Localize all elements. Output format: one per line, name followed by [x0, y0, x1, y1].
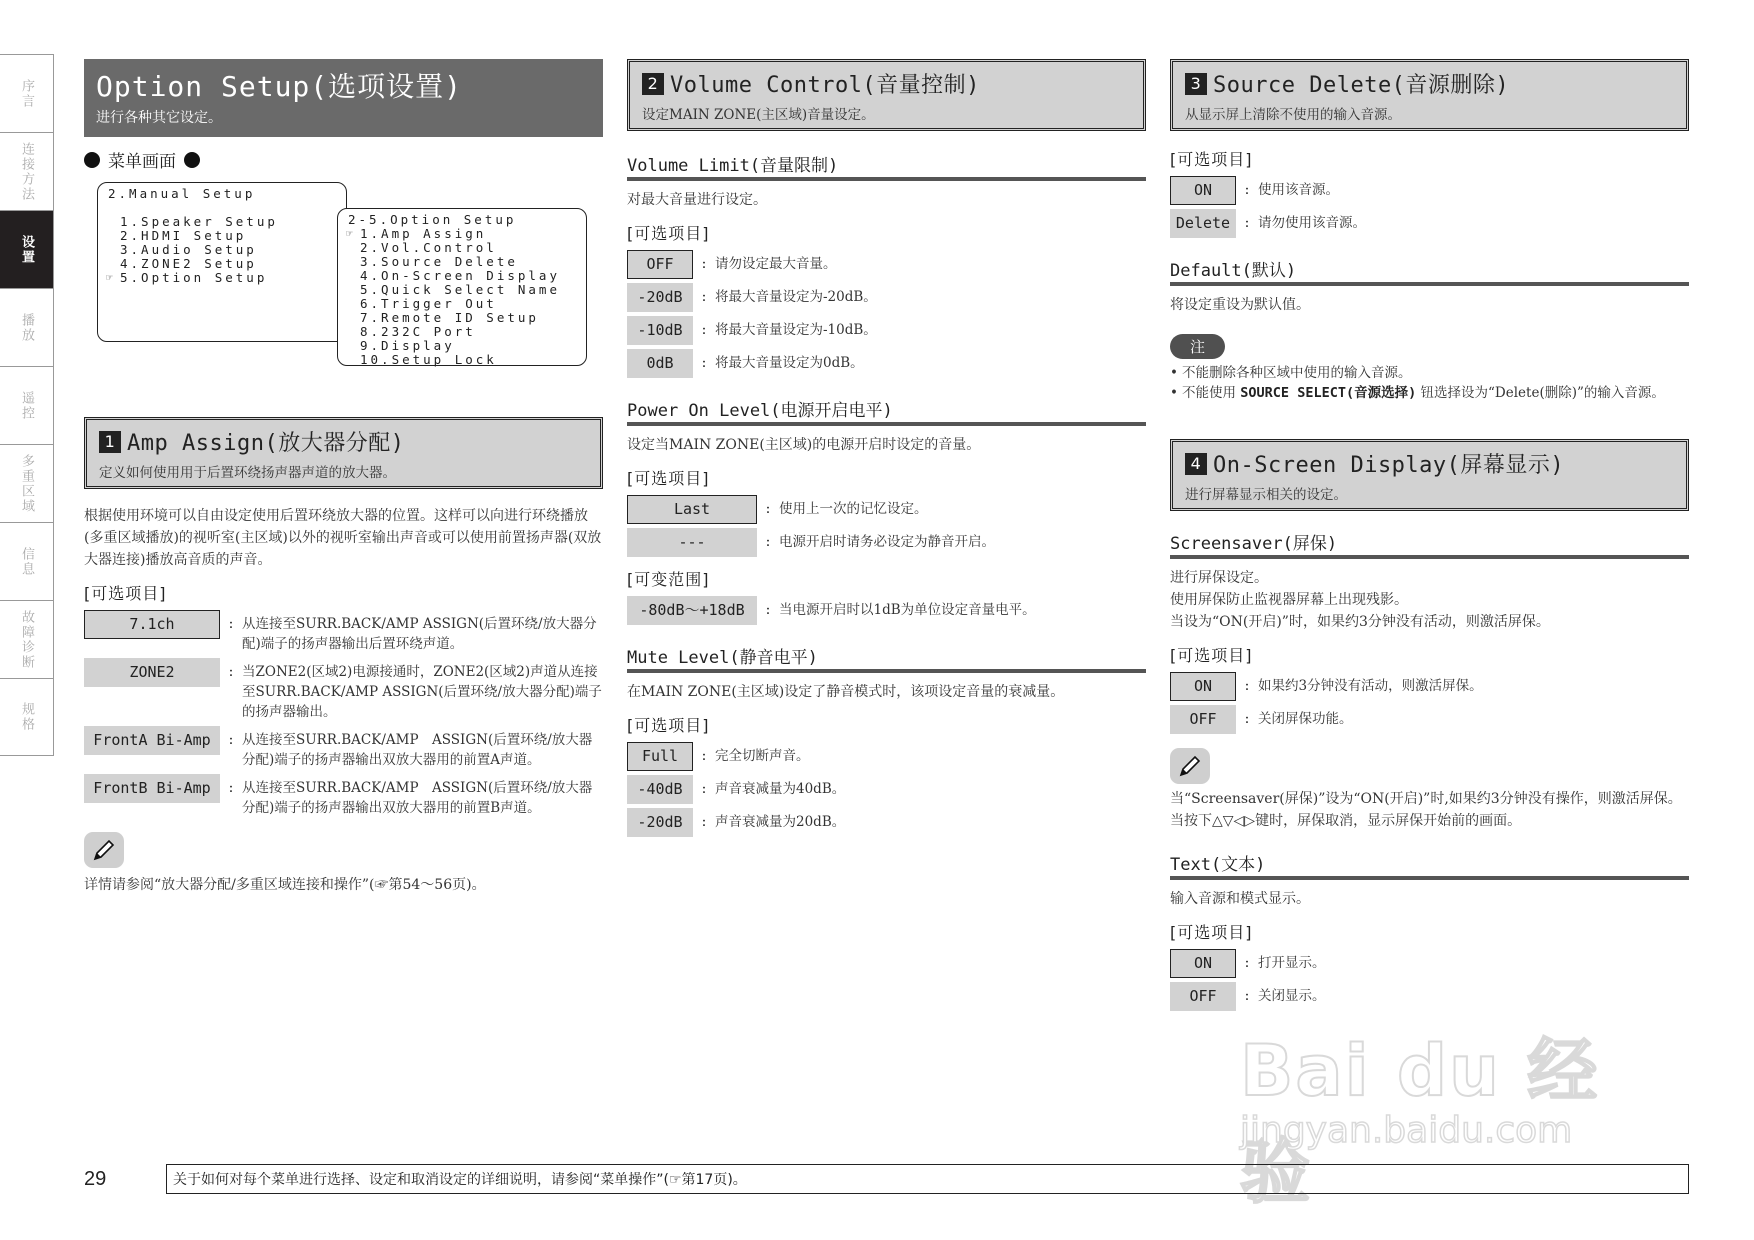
colon: :	[1244, 182, 1250, 198]
option-desc: 声音衰减量为40dB。	[715, 781, 846, 797]
tab-label: 信息	[19, 546, 34, 577]
section-title: On-Screen Display(屏幕显示)	[1213, 453, 1565, 478]
section-subtitle: 从显示屏上清除不使用的输入音源。	[1185, 107, 1401, 123]
section-number-badge: 2	[642, 73, 664, 95]
option-fronta-bi-amp[interactable]: FrontA Bi-Amp	[84, 726, 220, 755]
section-subtitle: 定义如何使用用于后置环绕扬声器声道的放大器。	[99, 465, 396, 481]
menu-item: 1.Speaker Setup	[120, 214, 278, 229]
colon: :	[701, 289, 707, 305]
footer-note: 关于如何对每个菜单进行选择、设定和取消设定的详细说明，请参阅“菜单操作”(☞第17页)。	[166, 1164, 1689, 1194]
colon: :	[765, 501, 771, 517]
option-desc: 声音衰减量为20dB。	[715, 814, 846, 830]
note-item: • 不能使用 SOURCE SELECT(音源选择) 钮选择设为“Delete(删除)”的输入音源。	[1170, 383, 1689, 403]
watermark-url: jingyan.baidu.com	[1240, 1110, 1573, 1151]
option-off[interactable]: OFF	[1170, 705, 1236, 734]
option-row	[627, 283, 1146, 312]
watermark-brand: Bai du 经验	[1240, 1030, 1600, 1213]
default-heading: Default(默认)	[1170, 256, 1689, 286]
option-row	[627, 808, 1146, 837]
option-desc: 打开显示。	[1258, 955, 1326, 971]
text-desc: 输入音源和模式显示。	[1170, 891, 1310, 907]
option-desc: 请勿设定最大音量。	[715, 256, 837, 272]
menu-item: 4.On-Screen Display	[360, 268, 560, 283]
option-off[interactable]: OFF	[1170, 982, 1236, 1011]
source-select-button-label: SOURCE SELECT(音源选择)	[1240, 385, 1417, 401]
colon: :	[1244, 711, 1250, 727]
menu-title: 2-5.Option Setup	[348, 212, 517, 227]
option-minus-20db[interactable]: -20dB	[627, 283, 693, 312]
option-off[interactable]: OFF	[627, 250, 693, 279]
colon: :	[701, 256, 707, 272]
option-row	[627, 596, 1146, 625]
option-delete[interactable]: Delete	[1170, 209, 1236, 238]
option-7-1ch[interactable]: 7.1ch	[84, 610, 220, 639]
option-row	[1170, 982, 1689, 1011]
option-row	[84, 774, 603, 818]
power-on-level-desc: 设定当MAIN ZONE(主区域)的电源开启时设定的音量。	[627, 437, 981, 453]
mute-level-desc: 在MAIN ZONE(主区域)设定了静音模式时，该项设定音量的衰减量。	[627, 684, 1065, 700]
option-desc: 电源开启时请务必设定为静音开启。	[779, 534, 995, 550]
note-list	[1170, 363, 1689, 403]
manual-setup-menu	[97, 182, 347, 342]
menu-title: 2.Manual Setup	[108, 186, 256, 201]
section-number-badge: 1	[99, 431, 121, 453]
option-minus-40db[interactable]: -40dB	[627, 775, 693, 804]
options-label: [可选项目]	[627, 224, 710, 243]
amp-assign-body: 根据使用环境可以自由设定使用后置环绕放大器的位置。这样可以向进行环绕播放(多重区域播放)的视听室(主区域)以外的视听室输出声音或可以使用前置扬声器(双放大器连接)播放高音质的声音。	[84, 508, 602, 568]
tab-label: 连接方法	[19, 141, 34, 202]
tab-connections[interactable]	[0, 132, 54, 210]
menu-item: 3.Source Delete	[360, 254, 518, 269]
colon: :	[1244, 988, 1250, 1004]
colon: :	[1244, 678, 1250, 694]
options-label: [可选项目]	[1170, 646, 1253, 665]
option-row	[627, 316, 1146, 345]
volume-limit-heading: Volume Limit(音量限制)	[627, 151, 1146, 181]
option-row	[627, 250, 1146, 279]
option-desc: 完全切断声音。	[715, 748, 810, 764]
page-subtitle: 进行各种其它设定。	[96, 110, 222, 126]
option-0db[interactable]: 0dB	[627, 349, 693, 378]
colon: :	[701, 781, 707, 797]
option-desc: 从连接至SURR.BACK/AMP ASSIGN(后置环绕/放大器分配)端子的扬声器输出双放大器用的前置A声道。	[242, 732, 593, 768]
colon: :	[701, 748, 707, 764]
tab-label: 规格	[19, 702, 34, 732]
tab-multizone[interactable]	[0, 444, 54, 522]
screensaver-note: 当“Screensaver(屏保)”设为“ON(开启)”时,如果约3分钟没有操作，则激活屏保。	[1170, 791, 1682, 807]
amp-assign-banner	[84, 417, 603, 489]
menu-item: 9.Display	[360, 338, 455, 353]
section-title: Source Delete(音源删除)	[1213, 73, 1510, 98]
option-row	[1170, 176, 1689, 205]
range-label: [可变范围]	[627, 570, 710, 589]
tab-playback[interactable]	[0, 288, 54, 366]
screensaver-desc: 当设为“ON(开启)”时，如果约3分钟没有活动，则激活屏保。	[1170, 614, 1550, 630]
option-on[interactable]: ON	[1170, 949, 1236, 978]
tab-label: 故障诊断	[19, 609, 34, 670]
menu-item: 8.232C Port	[360, 324, 476, 339]
options-label: [可选项目]	[84, 584, 167, 603]
menu-item-selected: ☞ 5.Option Setup	[108, 271, 336, 285]
menu-item: 7.Remote ID Setup	[360, 310, 539, 325]
section-number-badge: 3	[1185, 73, 1207, 95]
source-delete-banner	[1170, 59, 1689, 131]
options-label: [可选项目]	[627, 716, 710, 735]
options-label: [可选项目]	[627, 469, 710, 488]
option-row	[84, 726, 603, 770]
option-row	[1170, 672, 1689, 701]
option-desc: 关闭屏保功能。	[1258, 711, 1353, 727]
column-1	[84, 59, 603, 896]
tab-specifications[interactable]	[0, 678, 54, 756]
tab-label: 播放	[19, 312, 34, 343]
tab-setup[interactable]	[0, 210, 54, 288]
menu-item: 6.Trigger Out	[360, 296, 497, 311]
colon: :	[1244, 215, 1250, 231]
menu-item: 3.Audio Setup	[120, 242, 257, 257]
page-number: 29	[84, 1167, 107, 1190]
tab-troubleshooting[interactable]	[0, 600, 54, 678]
section-title: Volume Control(音量控制)	[670, 73, 980, 98]
option-last[interactable]: Last	[627, 495, 757, 524]
option-row	[627, 775, 1146, 804]
menu-item-selected: ☞ 1.Amp Assign	[348, 227, 576, 241]
pencil-note-icon	[84, 832, 124, 868]
colon: :	[1244, 955, 1250, 971]
menu-screen-label	[84, 147, 603, 172]
colon: :	[765, 534, 771, 550]
chapter-tabs	[0, 54, 54, 756]
volume-limit-desc: 对最大音量进行设定。	[627, 192, 767, 208]
menu-item: 10.Setup Lock	[360, 352, 497, 367]
amp-assign-note: 详情请参阅“放大器分配/多重区域连接和操作”(☞第54～56页)。	[84, 877, 486, 893]
option-frontb-bi-amp[interactable]: FrontB Bi-Amp	[84, 774, 220, 803]
option-minus-10db[interactable]: -10dB	[627, 316, 693, 345]
text-heading: Text(文本)	[1170, 850, 1689, 880]
section-number-badge: 4	[1185, 453, 1207, 475]
column-2	[627, 59, 1146, 841]
section-subtitle: 进行屏幕显示相关的设定。	[1185, 487, 1347, 503]
mute-level-heading: Mute Level(静音电平)	[627, 643, 1146, 673]
menu-screen-diagram	[84, 182, 603, 387]
option-desc: 请勿使用该音源。	[1258, 215, 1366, 231]
screensaver-desc: 使用屏保防止监视器屏幕上出现残影。	[1170, 592, 1408, 608]
tab-remote[interactable]	[0, 366, 54, 444]
note-item: • 不能删除各种区域中使用的输入音源。	[1170, 363, 1689, 383]
colon: :	[701, 814, 707, 830]
pencil-note-icon	[1170, 748, 1210, 784]
tab-label: 序言	[19, 78, 34, 109]
colon: :	[228, 664, 234, 680]
option-desc: 关闭显示。	[1258, 988, 1326, 1004]
option-on[interactable]: ON	[1170, 176, 1236, 205]
screensaver-note: 当按下△▽◁▷键时，屏保取消，显示屏保开始前的画面。	[1170, 813, 1522, 829]
range-value[interactable]: -80dB～+18dB	[627, 596, 757, 625]
default-desc: 将设定重设为默认值。	[1170, 297, 1310, 313]
option-row	[627, 495, 1146, 524]
option-desc: 从连接至SURR.BACK/AMP ASSIGN(后置环绕/放大器分配)端子的扬声器输出后置环绕声道。	[242, 616, 597, 652]
tab-label: 遥控	[19, 390, 34, 421]
option-row	[627, 349, 1146, 378]
page-footer	[84, 1164, 1689, 1194]
colon: :	[228, 780, 234, 796]
menu-item: 4.ZONE2 Setup	[120, 256, 257, 271]
option-row	[1170, 705, 1689, 734]
option-desc: 当电源开启时以1dB为单位设定音量电平。	[779, 602, 1036, 618]
option-row	[627, 528, 1146, 557]
option-row	[84, 658, 603, 722]
menu-item: 2.HDMI Setup	[120, 228, 247, 243]
on-screen-display-banner	[1170, 439, 1689, 511]
screensaver-desc: 进行屏保设定。	[1170, 570, 1268, 586]
option-mute[interactable]: ---	[627, 528, 757, 557]
options-label: [可选项目]	[1170, 923, 1253, 942]
option-on[interactable]: ON	[1170, 672, 1236, 701]
option-desc: 将最大音量设定为-20dB。	[715, 289, 877, 305]
colon: :	[228, 616, 234, 632]
option-desc: 从连接至SURR.BACK/AMP ASSIGN(后置环绕/放大器分配)端子的扬声器输出双放大器用的前置B声道。	[242, 780, 593, 816]
column-3	[1170, 59, 1689, 1015]
section-title: Amp Assign(放大器分配)	[127, 431, 405, 456]
option-desc: 使用上一次的记忆设定。	[779, 501, 928, 517]
volume-control-banner	[627, 59, 1146, 131]
option-row	[627, 742, 1146, 771]
option-row	[1170, 949, 1689, 978]
option-desc: 如果约3分钟没有活动，则激活屏保。	[1258, 678, 1483, 694]
colon: :	[701, 355, 707, 371]
option-desc: 使用该音源。	[1258, 182, 1339, 198]
menu-item: 5.Quick Select Name	[360, 282, 560, 297]
bullet-dot-icon	[84, 152, 100, 168]
tab-preface[interactable]	[0, 54, 54, 132]
option-desc: 将最大音量设定为0dB。	[715, 355, 864, 371]
option-desc: 将最大音量设定为-10dB。	[715, 322, 877, 338]
option-minus-20db[interactable]: -20dB	[627, 808, 693, 837]
page-title: Option Setup(选项设置)	[96, 70, 463, 103]
screensaver-heading: Screensaver(屏保)	[1170, 529, 1689, 559]
option-setup-menu	[337, 208, 587, 366]
section-subtitle: 设定MAIN ZONE(主区域)音量设定。	[642, 107, 875, 123]
menu-screen-label-text: 菜单画面	[108, 152, 176, 172]
option-row	[1170, 209, 1689, 238]
option-desc: 当ZONE2(区域2)电源接通时，ZONE2(区域2)声道从连接至SURR.BACK/AMP ASSIGN(后置环绕/放大器分配)端子的扬声器输出。	[242, 664, 602, 720]
tab-label: 多重区域	[19, 453, 34, 514]
page-header	[84, 59, 603, 137]
option-zone2[interactable]: ZONE2	[84, 658, 220, 687]
options-label: [可选项目]	[1170, 150, 1253, 169]
option-row	[84, 610, 603, 654]
note-badge: 注	[1170, 334, 1225, 359]
menu-item: 2.Vol.Control	[360, 240, 497, 255]
option-full[interactable]: Full	[627, 742, 693, 771]
colon: :	[228, 732, 234, 748]
colon: :	[701, 322, 707, 338]
tab-label: 设置	[19, 234, 34, 265]
bullet-dot-icon	[184, 152, 200, 168]
power-on-level-heading: Power On Level(电源开启电平)	[627, 396, 1146, 426]
tab-information[interactable]	[0, 522, 54, 600]
colon: :	[765, 602, 771, 618]
